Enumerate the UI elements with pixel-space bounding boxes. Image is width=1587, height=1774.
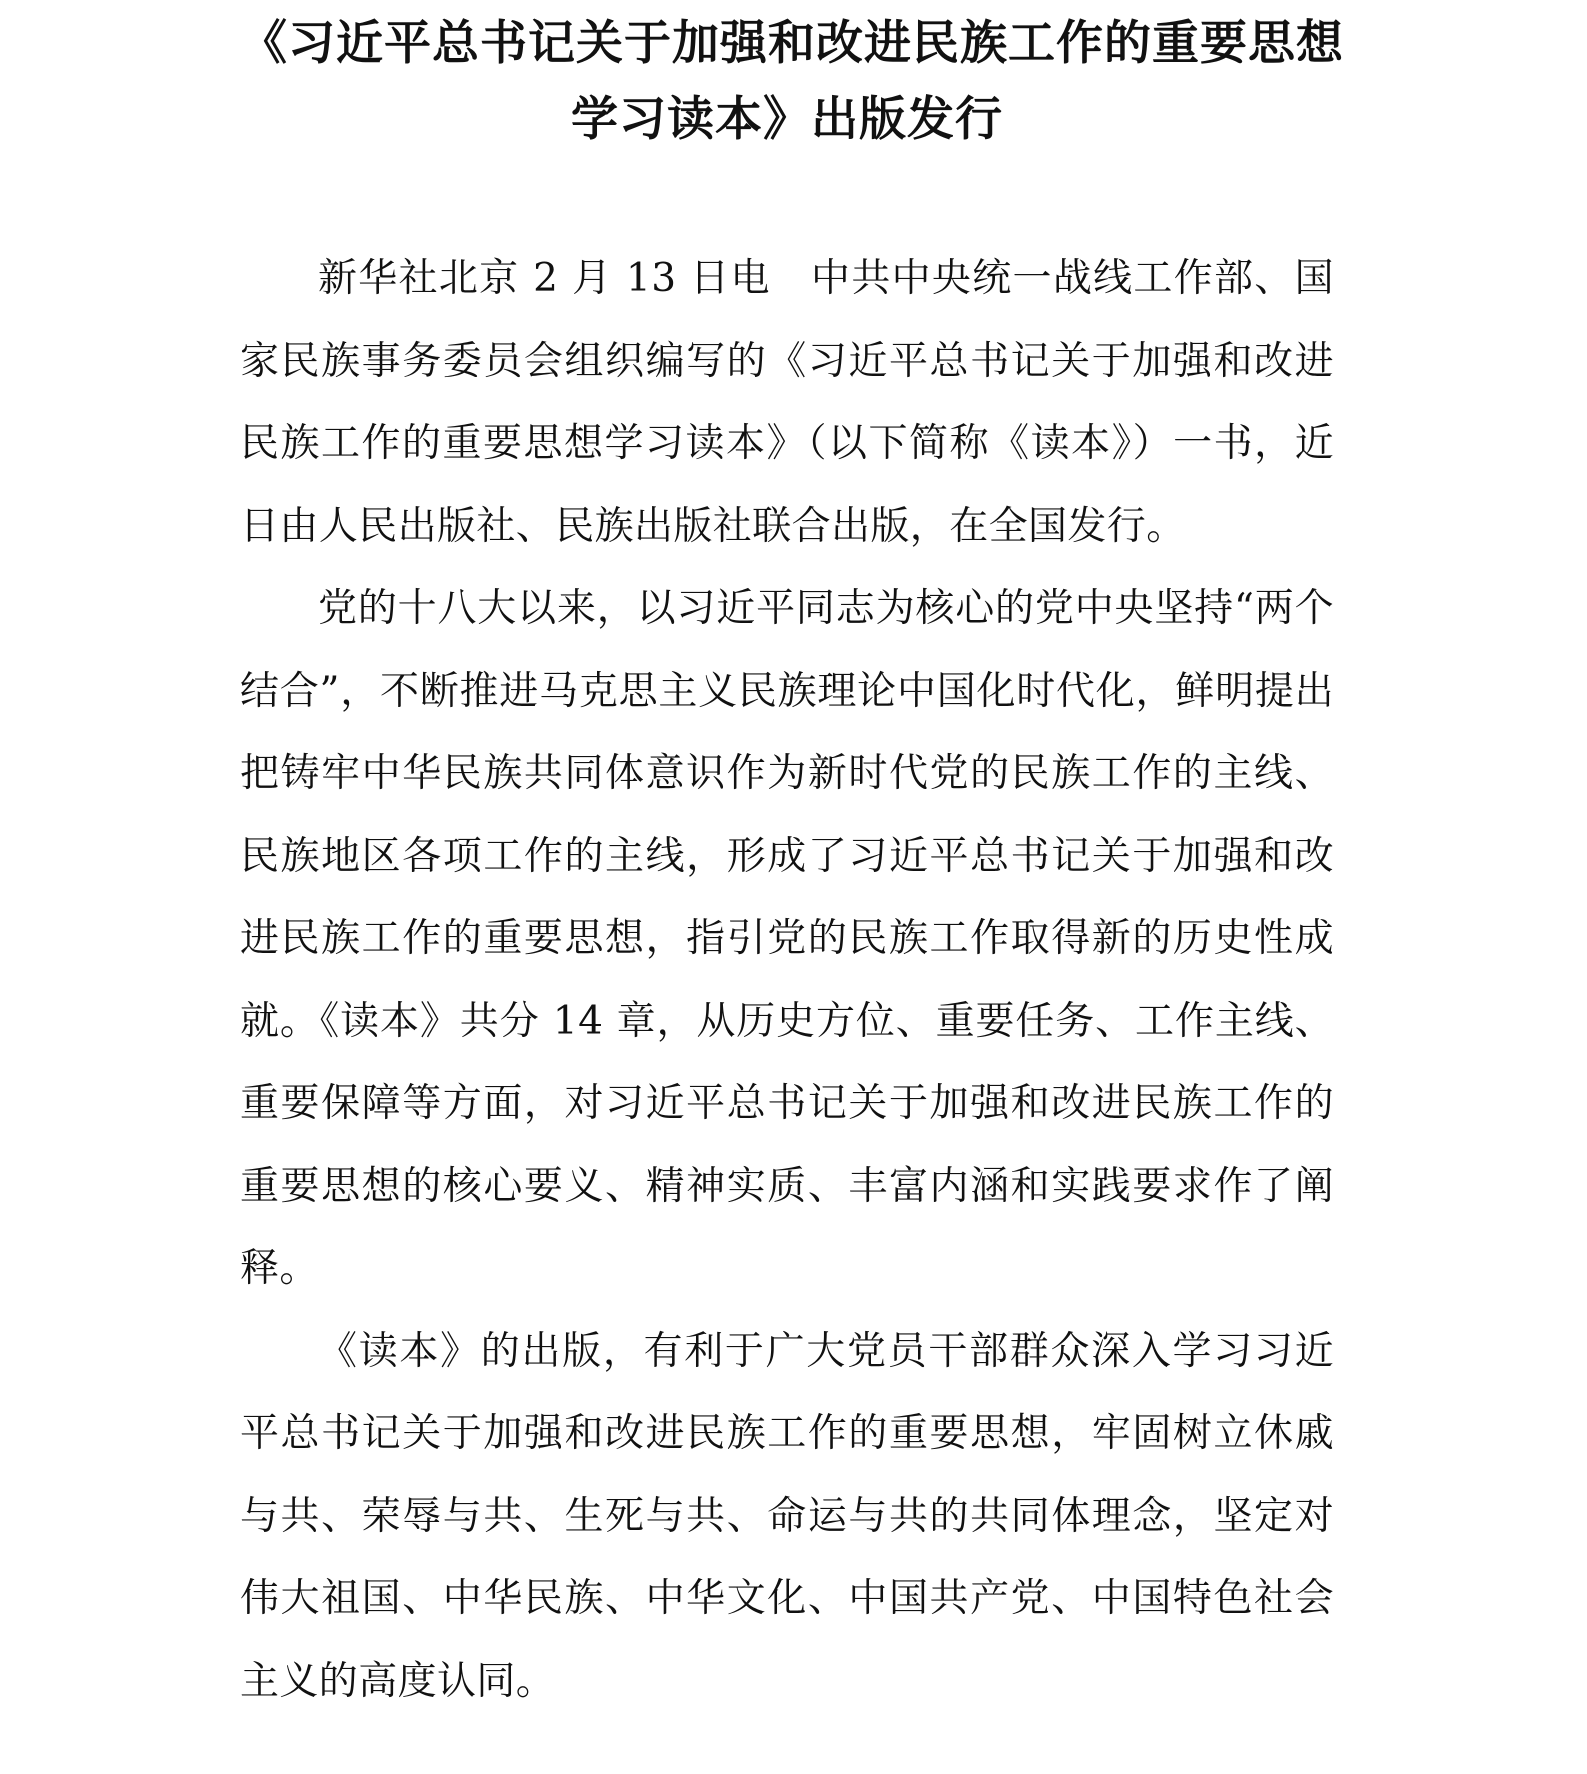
article-body xyxy=(240,238,1334,1723)
title-line-2: 学习读本》出版发行 xyxy=(571,92,1003,147)
article-title xyxy=(240,0,1344,158)
paragraph-3: 《读本》的出版，有利于广大党员干部群众深入学习习近平总书记关于加强和改进民族工作的重要思想，牢固树立休戚与共、荣辱与共、生死与共、命运与共的共同体理念，坚定对伟大祖国、中华民族、中华文化、中国共产党、中国特色社会主义的高度认同。 xyxy=(240,1328,1334,1704)
paragraph-2: 党的十八大以来，以习近平同志为核心的党中央坚持“两个结合”，不断推进马克思主义民族理论中国化时代化，鲜明提出把铸牢中华民族共同体意识作为新时代党的民族工作的主线、民族地区各项工作的主线，形成了习近平总书记关于加强和改进民族工作的重要思想，指引党的民族工作取得新的历史性成就。《读本》共分 14 章，从历史方位、重要任务、工作主线、重要保障等方面，对习近平总书记关于加强和改进民族工作的重要思想的核心要义、精神实质、丰富内涵和实践要求作了阐释。 xyxy=(240,586,1334,1291)
document-page xyxy=(240,0,1344,1723)
title-line-1: 《习近平总书记关于加强和改进民族工作的重要思想 xyxy=(240,16,1344,71)
paragraph-1: 新华社北京 2 月 13 日电 中共中央统一战线工作部、国家民族事务委员会组织编写的《习近平总书记关于加强和改进民族工作的重要思想学习读本》（以下简称《读本》）一书，近日由人民出版社、民族出版社联合出版，在全国发行。 xyxy=(240,256,1334,549)
